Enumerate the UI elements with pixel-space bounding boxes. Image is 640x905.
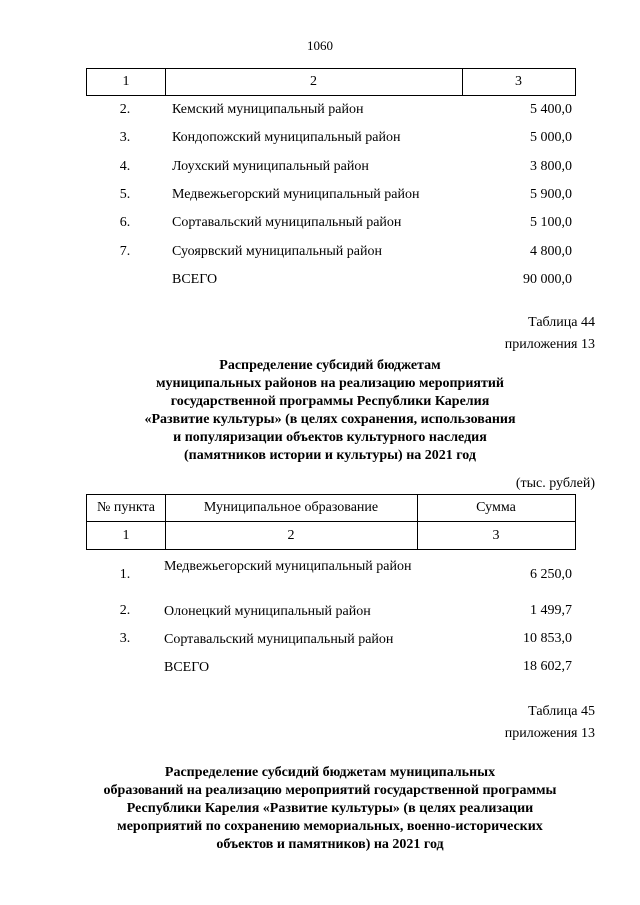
col-header-number: № пункта: [87, 495, 166, 521]
row-name: Кемский муниципальный район: [172, 102, 364, 117]
row-name: Суоярвский муниципальный район: [172, 244, 382, 259]
table44-label-line1: Таблица 44: [528, 315, 595, 330]
table44-colnum-row: [86, 521, 576, 550]
title-line: образований на реализацию мероприятий государственной программы: [103, 783, 557, 798]
title-line: Распределение субсидий бюджетам муниципальных: [164, 765, 496, 780]
col-number-2: 2: [165, 522, 418, 549]
row-number: 2.: [119, 603, 131, 618]
table-row: [86, 241, 576, 263]
table-total-row: [86, 659, 576, 679]
row-sum: 5 100,0: [530, 215, 572, 230]
row-name: Лоухский муниципальный район: [172, 159, 369, 174]
title-line: муниципальных районов на реализацию мероприятий: [156, 376, 504, 391]
table-row: [86, 558, 576, 594]
table45-label-line1: Таблица 45: [528, 704, 595, 719]
table44-header-row: [86, 494, 576, 522]
row-sum: 5 400,0: [530, 102, 572, 117]
row-number: 3.: [119, 631, 131, 646]
table-row: [86, 603, 576, 623]
table1-header-row: [86, 68, 576, 96]
table-row: [86, 212, 576, 234]
title-line: государственной программы Республики Карелия: [170, 394, 490, 409]
table1-col-1: 1: [87, 69, 166, 95]
title-line: Республики Карелия «Развитие культуры» (в целях реализации: [126, 801, 534, 816]
col-number-1: 1: [87, 522, 166, 549]
page-number: 1060: [307, 38, 333, 53]
row-sum: 6 250,0: [530, 567, 572, 582]
units-note: (тыс. рублей): [515, 476, 595, 491]
col-header-municipality: Муниципальное образование: [165, 495, 418, 521]
row-name: Медвежьегорский муниципальный район: [172, 187, 420, 202]
table-row: [86, 99, 576, 121]
row-sum: 1 499,7: [530, 603, 572, 618]
table44-label-line2: приложения 13: [504, 337, 595, 352]
row-number: 1.: [119, 567, 131, 582]
row-name: Сортавальский муниципальный район: [164, 632, 394, 647]
row-number: 3.: [119, 130, 131, 145]
table1-col-2: 2: [165, 69, 463, 95]
row-sum: 4 800,0: [530, 244, 572, 259]
table-row: [86, 156, 576, 178]
row-sum: 5 900,0: [530, 187, 572, 202]
row-sum: 3 800,0: [530, 159, 572, 174]
row-name: Олонецкий муниципальный район: [164, 604, 371, 619]
row-name: Сортавальский муниципальный район: [172, 215, 402, 230]
table44-title: [60, 357, 600, 465]
total-sum: 90 000,0: [523, 272, 572, 287]
table-row: [86, 184, 576, 206]
total-label: ВСЕГО: [172, 272, 218, 287]
row-number: 7.: [119, 244, 131, 259]
table-row: [86, 127, 576, 149]
col-number-3: 3: [492, 527, 500, 543]
row-number: 6.: [119, 215, 131, 230]
row-name: Медвежьегорский муниципальный район: [164, 559, 412, 574]
row-sum: 10 853,0: [523, 631, 572, 646]
table-row: [86, 631, 576, 651]
title-line: «Развитие культуры» (в целях сохранения, использования: [144, 412, 516, 427]
title-line: мероприятий по сохранению мемориальных, военно-исторических: [117, 819, 543, 834]
title-line: объектов и памятников) на 2021 год: [216, 837, 444, 852]
title-line: (памятников истории и культуры) на 2021 год: [184, 448, 476, 463]
title-line: Распределение субсидий бюджетам: [219, 358, 441, 373]
table45-title: [60, 764, 600, 854]
table45-label-line2: приложения 13: [504, 726, 595, 741]
table-total-row: [86, 269, 576, 291]
total-label: ВСЕГО: [164, 660, 210, 675]
row-sum: 5 000,0: [530, 130, 572, 145]
row-number: 5.: [119, 187, 131, 202]
table45-label: [505, 701, 595, 745]
total-sum: 18 602,7: [523, 659, 572, 674]
row-number: 4.: [119, 159, 131, 174]
table44-label: [505, 312, 595, 356]
col-header-sum: Сумма: [476, 500, 516, 515]
row-name: Кондопожский муниципальный район: [172, 130, 401, 145]
table1-col-3: 3: [515, 74, 522, 89]
row-number: 2.: [119, 102, 131, 117]
title-line: и популяризации объектов культурного наследия: [173, 430, 487, 445]
